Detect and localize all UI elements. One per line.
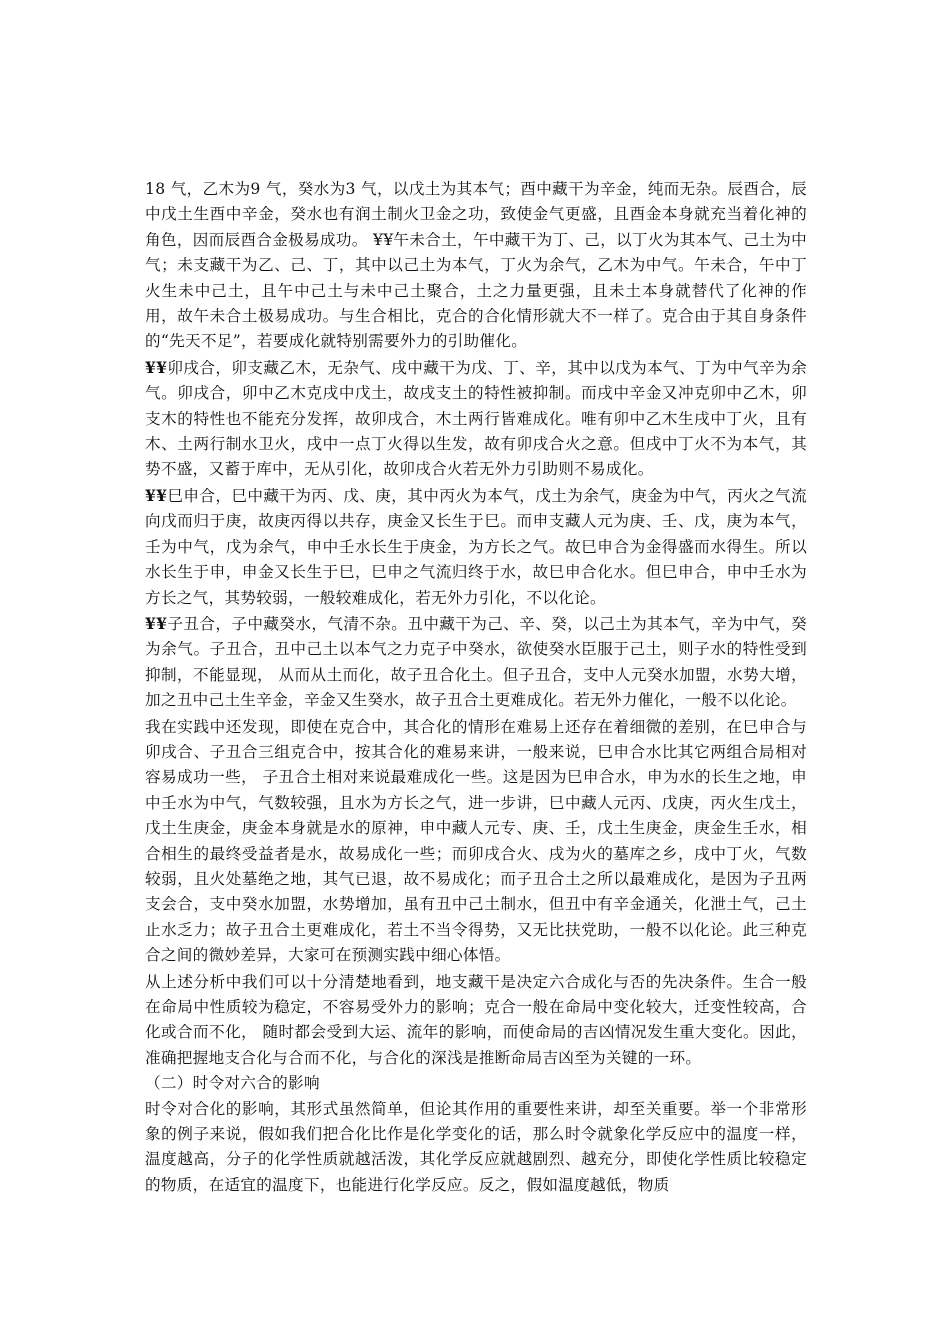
paragraph-2-mark: ¥¥ (145, 357, 168, 377)
closing-paragraph: 时令对合化的影响，其形式虽然简单，但论其作用的重要性来讲，却至关重要。举一个非常形象的例子来说，假如我们把合化比作是化学变化的话，那么时令就象化学反应中的温度一样，温度越高，分子的化学性质就越活泼，其化学反应就越剧烈、越充分，即使化学性质比较稳定的物质，在适宜的温度下，也能进行化学反应。反之，假如温度越低，物质 (145, 1099, 807, 1194)
paragraph-1-text: 18 气，乙木为9 气，癸水为3 气，以戊土为其本气；酉中藏干为辛金，纯而无杂。辰酉合，辰中戊土生酉中辛金，癸水也有润土制火卫金之功，致使金气更盛，且酉金本身就充当着化神的角色，因而辰酉合金极易成功。 ¥¥午未合土，午中藏干为丁、己，以丁火为其本气、己土为中气；未支藏干为乙、己、丁，其中以己土为本气，丁火为余气，乙木为中气。午未合，午中丁火生未中己土，且午中己土与未中己土聚合，土之力量更强，且未土本身就替代了化神的作用，故午未合土极易成功。与生合相比，克合的合化情形就大不一样了。克合由于其自身条件的“先天不足”，若要成化就特别需要外力的引助催化。 (145, 180, 807, 351)
paragraph-4 (145, 611, 807, 714)
paragraph-3-text: 巳申合，巳中藏干为丙、戊、庚，其中丙火为本气，戊土为余气，庚金为中气，丙火之气流向戊而归于庚，故庚丙得以共存，庚金又长生于巳。而申支藏人元为庚、壬、戊，庚为本气，壬为中气，戊为余气，申中壬水长生于庚金，为方长之气。故巳申合为金得盛而水得生。所以水长生于申，申金又长生于巳，巳申之气流归终于水，故巳申合化水。但巳申合，申中壬水为方长之气，其势较弱，一般较难成化，若无外力引化，不以化论。 (145, 486, 807, 607)
paragraph-3-mark: ¥¥ (145, 485, 168, 505)
paragraph-4-mark: ¥¥ (145, 613, 168, 633)
paragraph-5 (145, 714, 807, 969)
document-page (145, 176, 807, 1198)
paragraph-4-text: 子丑合，子中藏癸水，气清不杂。丑中藏干为己、辛、癸，以己土为其本气，辛为中气，癸为余气。子丑合，丑中己土以本气之力克子中癸水，欲使癸水臣服于己土，则子水的特性受到抑制，不能显现， 从而从土而化，故子丑合化土。但子丑合，支中人元癸水加盟，水势大增，加之丑中己土生辛金，辛金又生癸水，故子丑合土更难成化。若无外力催化，一般不以化论。 (145, 614, 807, 710)
paragraph-2 (145, 355, 807, 483)
paragraph-3 (145, 483, 807, 611)
paragraph-5-text: 我在实践中还发现，即使在克合中，其合化的情形在难易上还存在着细微的差别，在巳申合与卯戌合、子丑合三组克合中，按其合化的难易来讲，一般来说，巳申合水比其它两组合局相对容易成功一些， 子丑合土相对来说最难成化一些。这是因为巳申合水，申为水的长生之地，申中壬水为中气，气数较强，且水为方长之气，进一步讲，巳中藏人元丙、戊庚，丙火生戊土，戊土生庚金，庚金本身就是水的原神，申中藏人元专、庚、壬，戊土生庚金，庚金生壬水，相合相生的最终受益者是水，故易成化一些；而卯戌合火、戌为火的墓库之乡，戌中丁火，气数较弱，且火处墓绝之地，其气已退，故不易成化；而子丑合土之所以最难成化，是因为子丑两支会合，支中癸水加盟，水势增加，虽有丑中己土制水，但丑中有辛金通关，化泄土气，己土止水乏力；故子丑合土更难成化，若土不当令得势，又无比扶党助，一般不以化论。此三种克合之间的微妙差异，大家可在预测实践中细心体悟。 (145, 717, 807, 965)
paragraph-6-text: 从上述分析中我们可以十分清楚地看到，地支藏干是决定六合成化与否的先决条件。生合一般在命局中性质较为稳定，不容易受外力的影响；克合一般在命局中变化较大，迁变性较高，合化或合而不化， 随时都会受到大运、流年的影响，而使命局的吉凶情况发生重大变化。因此，准确把握地支合化与合而不化，与合化的深浅是推断命局吉凶至为关键的一环。 (145, 972, 807, 1067)
paragraph-2-text: 卯戌合，卯支藏乙木，无杂气、戌中藏干为戊、丁、辛，其中以戊为本气、丁为中气辛为余气。卯戌合，卯中乙木克戌中戊土，故戌支土的特性被抑制。而戌中辛金又冲克卯中乙木，卯支木的特性也不能充分发挥，故卯戌合，木土两行皆难成化。唯有卯中乙木生戌中丁火，且有木、土两行制水卫火，戌中一点丁火得以生发，故有卯戌合火之意。但戌中丁火不为本气，其势不盛，又蓄于库中，无从引化，故卯戌合火若无外力引助则不易成化。 (145, 358, 807, 479)
paragraph-6 (145, 969, 807, 1072)
section-heading: （二）时令对六合的影响 (145, 1074, 320, 1093)
paragraph-1 (145, 176, 807, 355)
